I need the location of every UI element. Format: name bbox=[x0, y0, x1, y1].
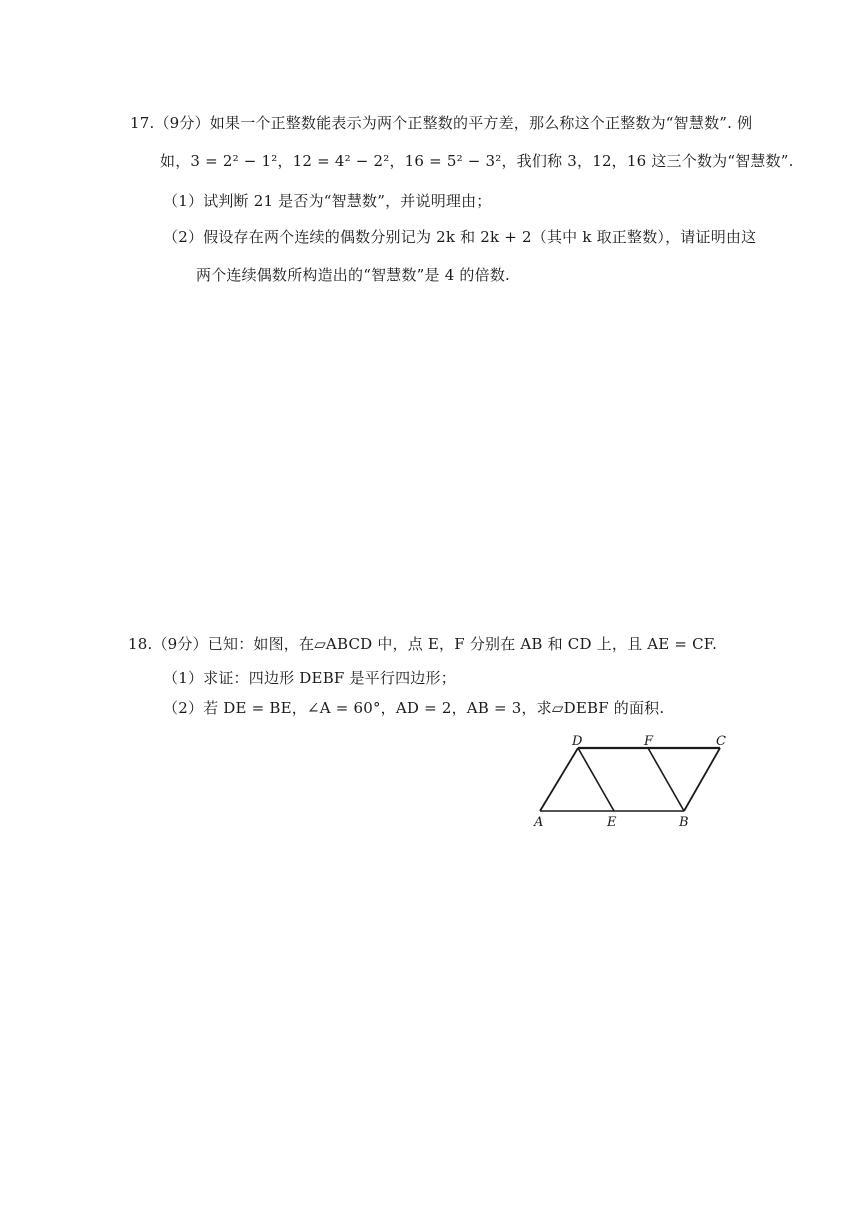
q18-line1: 18.（9分）已知：如图，在▱ABCD 中，点 E，F 分别在 AB 和 CD 上，且 AE = CF. bbox=[128, 635, 718, 653]
side-bc bbox=[684, 748, 720, 811]
q17-part2-line1: （2）假设存在两个连续的偶数分别记为 2k 和 2k + 2（其中 k 取正整数），请证明由这 bbox=[163, 228, 757, 246]
q18-part1: （1）求证：四边形 DEBF 是平行四边形； bbox=[163, 669, 456, 687]
label-d: D bbox=[572, 734, 583, 749]
label-e: E bbox=[607, 815, 617, 830]
q18-part2: （2）若 DE = BE，∠A = 60°，AD = 2，AB = 3，求▱DEBF 的面积. bbox=[163, 699, 665, 717]
label-b: B bbox=[679, 815, 689, 830]
q17-line1: 17.（9分）如果一个正整数能表示为两个正整数的平方差，那么称这个正整数为“智慧数”. 例 bbox=[130, 114, 753, 132]
segment-fb bbox=[648, 748, 684, 811]
q17-part1: （1）试判断 21 是否为“智慧数”，并说明理由； bbox=[163, 192, 492, 210]
q17-part2-line2: 两个连续偶数所构造出的“智慧数”是 4 的倍数. bbox=[196, 266, 510, 284]
label-c: C bbox=[716, 734, 726, 749]
parallelogram-figure bbox=[528, 734, 738, 834]
label-a: A bbox=[534, 815, 544, 830]
segment-de bbox=[578, 748, 614, 811]
side-ad bbox=[540, 748, 578, 811]
label-f: F bbox=[644, 734, 654, 749]
parallelogram-diagram bbox=[528, 734, 738, 834]
q17-line2: 如，3 = 2² − 1²，12 = 4² − 2²，16 = 5² − 3²，我们称 3，12，16 这三个数为“智慧数”. bbox=[160, 152, 794, 170]
